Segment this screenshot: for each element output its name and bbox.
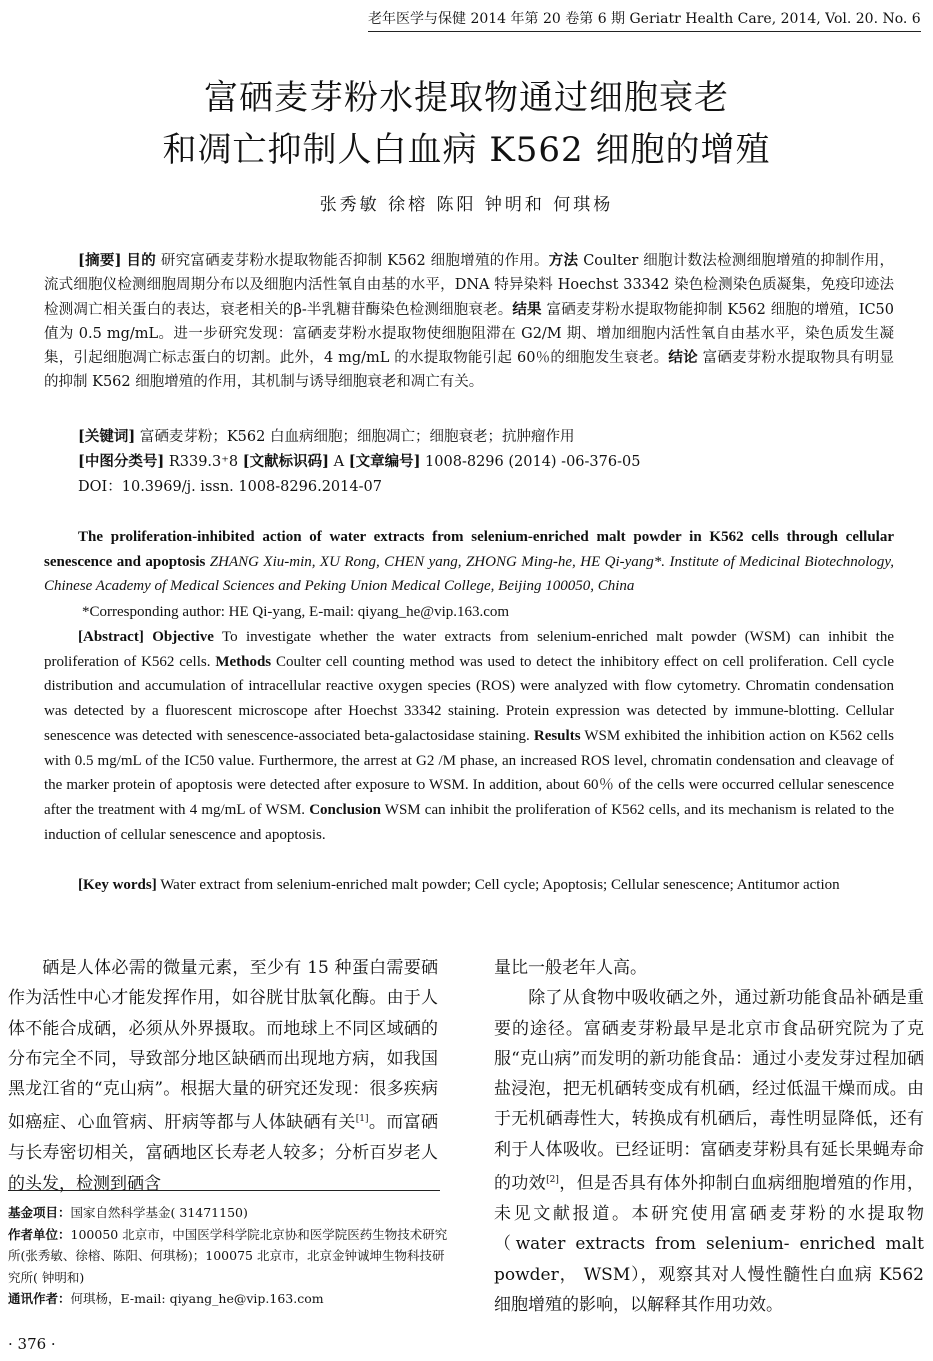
left-paragraph-a: 硒是人体必需的微量元素，至少有 15 种蛋白需要硒作为活性中心才能发挥作用，如谷胱甘肽氧化酶。由于人体不能合成硒，必须从外界摄取。而地球上不同区域硒的分布完全不同，导致部分地区缺硒而出现地方病，如我国黑龙江省的“克山病”。根据大量的研究还发现：很多疾病如癌症、心血管病、肝病等都与人体缺硒有关	[8, 958, 438, 1134]
right-paragraph-start: 量比一般老年人高。	[494, 958, 647, 978]
conclusion-en-text: WSM can inhibit the proliferation of K562 cells, and its mechanism is related to the induction of cellular senescence and apoptosis.	[44, 801, 895, 843]
abstract-label: [摘要]	[78, 252, 122, 269]
left-paragraph-b: 。而富硒与长寿密切相关，富硒地区长寿老人较多；分析百岁老人的头发，检测到硒含	[8, 1113, 439, 1194]
conclusion-label: 结论	[668, 349, 698, 367]
methods-label: 方法	[548, 252, 579, 269]
footnotes	[8, 1202, 448, 1310]
abstract-cn	[44, 249, 894, 395]
keywords-cn	[44, 425, 894, 450]
corresponding-text: *Corresponding author: HE Qi-yang, E-mail: qiyang_he@vip.163.com	[82, 604, 510, 620]
body-right-column	[494, 953, 924, 1320]
title-line-2: 和凋亡抑制人白血病 K562 细胞的增殖	[162, 130, 771, 170]
reference-2: [2]	[546, 1175, 559, 1186]
abstract-en	[44, 625, 894, 847]
corr-label: 通讯作者：	[8, 1291, 71, 1307]
conclusion-text: 富硒麦芽粉水提取物具有明显的抑制 K562 细胞增殖的作用，其机制与诱导细胞衰老和凋亡有关。	[44, 350, 895, 391]
reference-1: [1]	[355, 1114, 369, 1125]
clc-label: [中图分类号]	[78, 453, 165, 470]
doi-text: DOI：10.3969/j. issn. 1008-8296.2014-07	[78, 479, 382, 495]
methods-text: Coulter 细胞计数法检测细胞增殖的抑制作用，流式细胞仪检测细胞周期分布以及细胞内活性氧自由基的水平，DNA 特异染料 Hoechst 33342 染色检测染色质凝集，免疫印迹法检测凋亡相关蛋白的表达，衰老相关的β-半乳糖苷酶染色检测细胞衰老。	[44, 253, 895, 318]
objective-en-text: To investigate whether the water extracts from selenium-enriched malt powder (WSM) can inhibit the proliferation of K562 cells.	[44, 629, 895, 670]
keywords-text: 富硒麦芽粉；K562 白血病细胞；细胞凋亡；细胞衰老；抗肿瘤作用	[135, 429, 575, 445]
article-no-value: 1008-8296 (2014) -06-376-05	[420, 454, 641, 470]
corresponding-en	[44, 600, 894, 625]
objective-text: 研究富硒麦芽粉水提取物能否抑制 K562 细胞增殖的作用。	[155, 253, 549, 269]
footnote-rule	[8, 1190, 440, 1191]
unit-label: 作者单位：	[8, 1226, 71, 1242]
fund-label: 基金项目：	[8, 1205, 71, 1220]
abstract-en-label: [Abstract]	[78, 629, 144, 645]
doi	[44, 475, 894, 500]
title-line-1: 富硒麦芽粉水提取物通过细胞衰老	[204, 78, 729, 118]
doc-code-label: [文献标识码]	[242, 453, 329, 470]
keywords-label: [关键词]	[78, 428, 136, 445]
objective-en-label: Objective	[152, 629, 214, 645]
english-title: The proliferation-inhibited action of water extracts from selenium-enriched malt powder in K562 cells through cellular senescence and apoptosis	[44, 529, 894, 570]
doc-code-value: A	[329, 454, 349, 470]
methods-en-label: Methods	[215, 653, 272, 670]
results-en-text: WSM exhibited the inhibition action on K562 cells with 0.5 mg/mL of the IC50 value. Furthermore, the arrest at G2 /M phase, an increased ROS level, chromatin condensation and cleavage of the marker protein of apoptosis were detected after exposure to WSM. In addition, about 60％ of the cells were occurred cellular senescence after the treatment with 4 mg/mL of WSM.	[44, 727, 894, 818]
header-rule	[368, 31, 921, 32]
body-left-column	[8, 953, 438, 1199]
objective-label: 目的	[126, 252, 156, 269]
page-number: · 376 ·	[8, 1335, 56, 1353]
keywords-en	[44, 873, 894, 898]
results-label: 结果	[512, 300, 542, 318]
english-header	[44, 525, 894, 599]
english-authors: ZHANG Xiu-min, XU Rong, CHEN yang, ZHONG Ming-he, HE Qi-yang*. Institute of Medicinal Biotechnology, Chinese Academy of Medical Sciences and Peking Union Medical College, Beijing 100050, China	[44, 553, 894, 595]
fund-text: 国家自然科学基金( 31471150)	[70, 1205, 248, 1220]
results-en-label: Results	[533, 727, 581, 744]
corr-text: 何琪杨，E-mail: qiyang_he@vip.163.com	[70, 1291, 324, 1307]
keywords-en-text: Water extract from selenium-enriched malt powder; Cell cycle; Apoptosis; Cellular senescence; Antitumor action	[156, 877, 840, 893]
authors: 张秀敏 徐榕 陈阳 钟明和 何琪杨	[319, 195, 614, 215]
classification-line	[44, 450, 894, 475]
right-paragraph-a: 除了从食物中吸收硒之外，通过新功能食品补硒是重要的途径。富硒麦芽粉最早是北京市食品研究院为了克服“克山病”而发明的新功能食品：通过小麦发芽过程加硒盐浸泡，把无机硒转变成有机硒，经过低温干燥而成。由于无机硒毒性大，转换成有机硒后，毒性明显降低，还有利于人体吸收。已经证明：富硒麦芽粉具有延长果蝇寿命的功效	[494, 988, 924, 1194]
clc-value: R339.3⁺8	[164, 454, 243, 470]
running-head: 老年医学与保健 2014 年第 20 卷第 6 期 Geriatr Health Care, 2014, Vol. 20. No. 6	[368, 11, 921, 27]
keywords-en-label: [Key words]	[78, 877, 157, 893]
methods-en-text: Coulter cell counting method was used to detect the inhibitory effect on cell proliferation. Cell cycle distribution and accumulation of intracellular reactive oxygen species (ROS) were analyzed with flow cytometry. Chromatin condensation was detected by a fluorescent microscope after Hoechst 33342 staining. Protein expression was detected by immune-blotting. Cellular senescence was detected with senescence-associated beta-galactosidase staining.	[44, 653, 894, 744]
results-text: 富硒麦芽粉水提取物能抑制 K562 细胞的增殖，IC50 值为 0.5 mg/mL。进一步研究发现：富硒麦芽粉水提取物使细胞阻滞在 G2/M 期、增加细胞内活性氧自由基水平，染色质发生凝集，引起细胞凋亡标志蛋白的切割。此外，4 mg/mL 的水提取物能引起 60％的细胞发生衰老。	[44, 301, 895, 367]
article-no-label: [文章编号]	[348, 453, 421, 470]
conclusion-en-label: Conclusion	[309, 801, 381, 818]
unit-text: 100050 北京市，中国医学科学院北京协和医学院医药生物技术研究所(张秀敏、徐榕、陈阳、何琪杨)；100075 北京市，北京金钟诚坤生物科技研究所( 钟明和)	[8, 1226, 448, 1285]
right-paragraph-b: ，但是否具有体外抑制白血病细胞增殖的作用，未见文献报道。本研究使用富硒麦芽粉的水提取物（water extracts from selenium- enriched malt powder， WSM），观察其对人慢性髓性白血病 K562 细胞增殖的影响，以解释其作用功效。	[494, 1173, 924, 1315]
